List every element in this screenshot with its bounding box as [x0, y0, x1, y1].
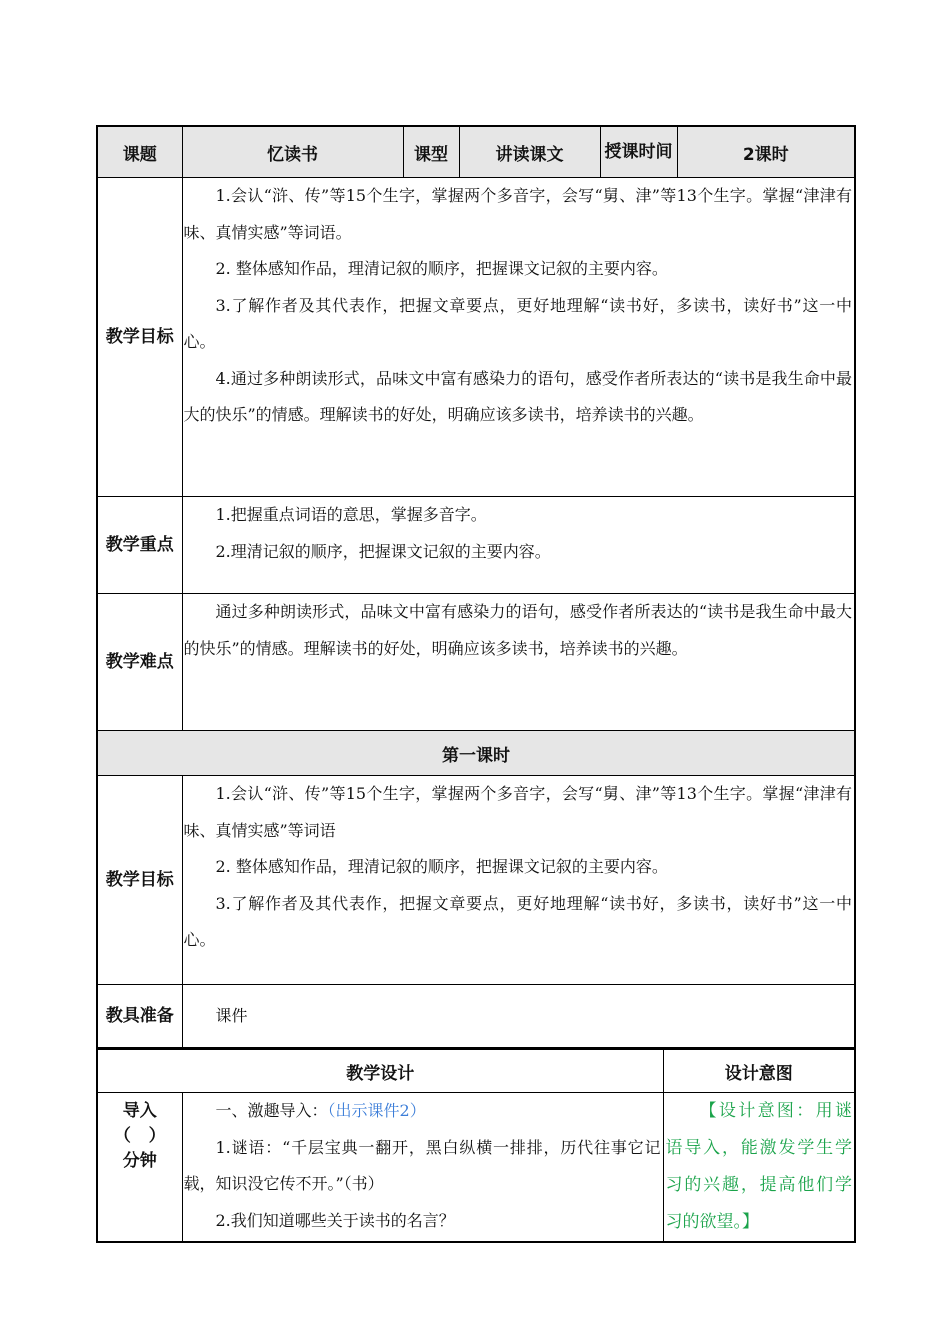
- tools-content: [182, 985, 855, 1049]
- difficulties-row: [97, 594, 855, 731]
- intent-header: 设计意图: [663, 1050, 855, 1093]
- lesson1-goal-item: 1.会认“浒、传”等15个生字，掌握两个多音字，会写“舅、津”等13个生字。掌握“津津有味、真情实感”等词语: [183, 784, 852, 840]
- intro-label-1: 导入: [122, 1101, 157, 1121]
- goals-content: [182, 178, 855, 497]
- key-points-row: [97, 497, 855, 594]
- design-header-row: [97, 1050, 855, 1093]
- goals-label: 教学目标: [97, 178, 182, 497]
- intro-courseware-link[interactable]: （出示课件2）: [327, 1101, 426, 1120]
- intro-label-3: 分钟: [122, 1151, 157, 1171]
- lesson1-goals-row: [97, 776, 855, 985]
- design-table: [96, 1049, 856, 1243]
- topic-value: 忆读书: [182, 126, 403, 178]
- time-value: 2课时: [677, 126, 855, 178]
- difficulties-content: [182, 594, 855, 731]
- type-label: 课型: [403, 126, 459, 178]
- lesson1-goal-item: 3.了解作者及其代表作，把握文章要点，更好地理解“读书好，多读书，读好书”这一中心。: [183, 893, 852, 949]
- goal-item: 3.了解作者及其代表作，把握文章要点，更好地理解“读书好，多读书，读好书”这一中心。: [183, 295, 852, 351]
- lesson1-goals-label: 教学目标: [97, 776, 182, 985]
- goal-item: 4.通过多种朗读形式，品味文中富有感染力的语句，感受作者所表达的“读书是我生命中最大的快乐”的情感。理解读书的好处，明确应该多读书，培养读书的兴趣。: [183, 368, 852, 424]
- intro-row: [97, 1093, 855, 1243]
- lesson1-goals-content: [182, 776, 855, 985]
- intro-item: 2.我们知道哪些关于读书的名言？: [215, 1210, 455, 1230]
- intro-heading: 一、激趣导入：（出示课件2）: [215, 1101, 426, 1120]
- key-points-label: 教学重点: [97, 497, 182, 594]
- lesson-plan-table: [96, 125, 856, 1049]
- type-value: 讲读课文: [459, 126, 600, 178]
- goal-item: 2. 整体感知作品，理清记叙的顺序，把握课文记叙的主要内容。: [215, 259, 668, 278]
- lesson-plan: [96, 125, 854, 1243]
- goals-row: [97, 178, 855, 497]
- header-row: [97, 126, 855, 178]
- difficulties-label: 教学难点: [97, 594, 182, 731]
- difficulties-text: 通过多种朗读形式，品味文中富有感染力的语句，感受作者所表达的“读书是我生命中最大的快乐”的情感。理解读书的好处，明确应该多读书，培养读书的兴趣。: [183, 602, 852, 658]
- design-header: 教学设计: [97, 1050, 663, 1093]
- intro-label: [97, 1093, 182, 1243]
- key-point-item: 2.理清记叙的顺序，把握课文记叙的主要内容。: [215, 541, 551, 561]
- intro-content: [182, 1093, 663, 1243]
- goal-item: 1.会认“浒、传”等15个生字，掌握两个多音字，会写“舅、津”等13个生字。掌握“津津有味、真情实感”等词语。: [183, 186, 852, 242]
- intro-item: 1.谜语：“千层宝典一翻开，黑白纵横一排排，历代往事它记载，知识没它传不开。”（书）: [183, 1137, 661, 1193]
- intro-intent: [663, 1093, 855, 1243]
- tools-value: 课件: [215, 1005, 248, 1025]
- key-point-item: 1.把握重点词语的意思，掌握多音字。: [215, 505, 487, 524]
- tools-label: 教具准备: [97, 985, 182, 1049]
- topic-label: 课题: [97, 126, 182, 178]
- time-label: 授课时间: [600, 126, 677, 178]
- lesson1-title: 第一课时: [97, 731, 855, 776]
- key-points-content: [182, 497, 855, 594]
- intent-text: 【设计意图：用谜语导入，能激发学生学习的兴趣，提高他们学习的欲望。】: [665, 1101, 852, 1232]
- lesson1-title-row: [97, 731, 855, 776]
- tools-row: [97, 985, 855, 1049]
- intro-label-2: （ ）: [113, 1126, 166, 1146]
- lesson1-goal-item: 2. 整体感知作品，理清记叙的顺序，把握课文记叙的主要内容。: [215, 857, 668, 876]
